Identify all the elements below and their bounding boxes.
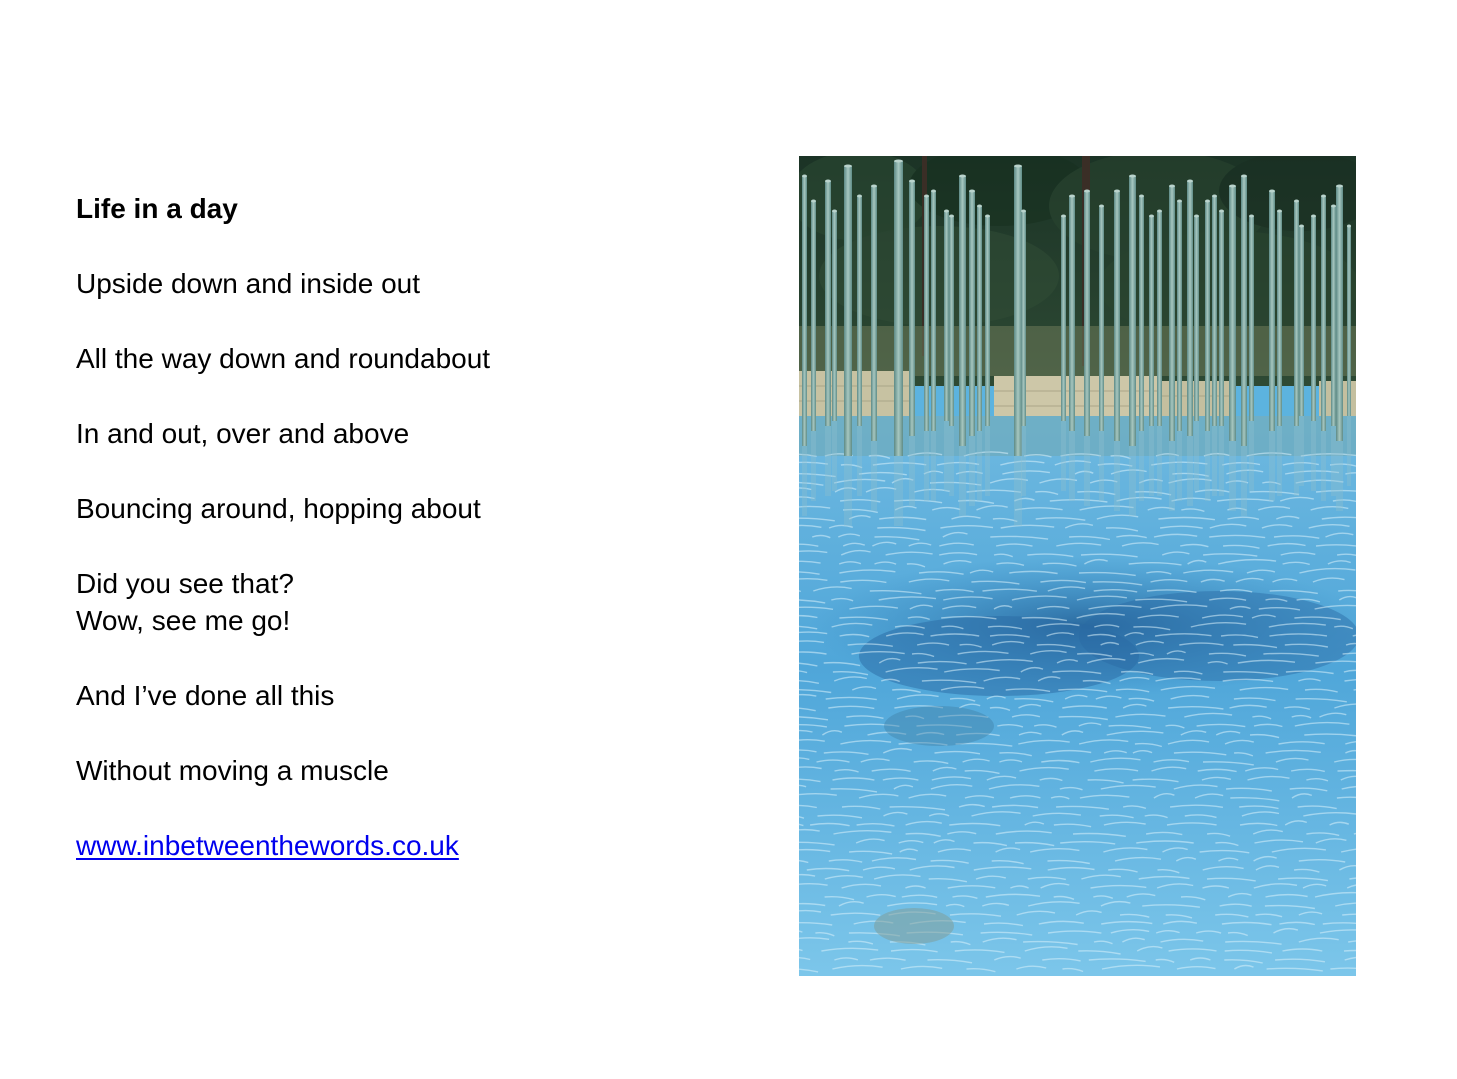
pole — [1099, 206, 1104, 431]
pole-reflection — [1114, 441, 1120, 511]
pole-cap — [1177, 200, 1182, 203]
pole-cap — [931, 190, 936, 193]
pole — [1205, 201, 1210, 431]
stanza — [76, 340, 716, 377]
pole — [1177, 201, 1182, 431]
pole-reflection — [1277, 426, 1282, 496]
pole-reflection — [1269, 431, 1275, 501]
pool-photo — [799, 156, 1356, 976]
pole-cap — [924, 195, 929, 198]
pole-cap — [909, 180, 915, 183]
submerged-stone — [884, 706, 994, 746]
pole — [1294, 201, 1299, 426]
pole — [1014, 166, 1022, 456]
pole-reflection — [1205, 431, 1210, 501]
pole — [924, 196, 929, 431]
pole — [1061, 216, 1066, 421]
pole — [1157, 211, 1162, 426]
pole-reflection — [844, 456, 852, 526]
pole-cap — [894, 160, 903, 163]
pole-cap — [871, 185, 877, 188]
pole-reflection — [1157, 426, 1162, 496]
stanza — [76, 265, 716, 302]
pole — [1021, 211, 1026, 426]
pole-reflection — [1069, 431, 1075, 501]
pole — [909, 181, 915, 436]
pole-cap — [1277, 210, 1282, 213]
pole-reflection — [1021, 426, 1026, 496]
pole-reflection — [1169, 441, 1175, 511]
pole-cap — [944, 210, 949, 213]
pole-reflection — [1129, 446, 1136, 516]
pole-cap — [1129, 175, 1136, 178]
pole-cap — [825, 180, 831, 183]
pole — [894, 161, 903, 456]
pole-cap — [1331, 205, 1336, 208]
pole — [985, 216, 990, 426]
pole-reflection — [1331, 426, 1336, 496]
pole-cap — [811, 200, 816, 203]
pole — [1347, 226, 1351, 416]
tree-shadow — [1079, 591, 1356, 681]
pole — [1129, 176, 1136, 446]
pole — [959, 176, 966, 446]
stanza — [76, 565, 716, 639]
pole-reflection — [1249, 421, 1254, 491]
pole-cap — [1347, 225, 1351, 228]
pole — [1299, 226, 1304, 416]
pole — [944, 211, 949, 421]
poem-line: Did you see that? — [76, 568, 294, 599]
pole — [1241, 176, 1247, 446]
pole — [1084, 191, 1090, 436]
pole-cap — [1061, 215, 1066, 218]
pole — [949, 216, 954, 426]
pole — [1069, 196, 1075, 431]
pole-cap — [1219, 210, 1224, 213]
pole — [1311, 216, 1316, 421]
pole — [1114, 191, 1120, 441]
pole-cap — [1099, 205, 1104, 208]
pole-cap — [959, 175, 966, 178]
pole — [802, 176, 807, 446]
pole-reflection — [1294, 426, 1299, 496]
pole — [1169, 186, 1175, 441]
pole — [1187, 181, 1193, 436]
pole-cap — [1294, 200, 1299, 203]
pole-reflection — [1139, 431, 1144, 501]
pole-reflection — [1347, 416, 1351, 486]
pole-reflection — [1311, 421, 1316, 491]
pole — [825, 181, 831, 426]
poem-title: Life in a day — [76, 193, 238, 224]
pole — [931, 191, 936, 431]
poem-line: In and out, over and above — [76, 418, 410, 449]
poem-line: Without moving a muscle — [76, 755, 389, 786]
pole — [1336, 186, 1343, 441]
pole-reflection — [857, 426, 862, 496]
poem-line: Bouncing around, hopping about — [76, 493, 481, 524]
pole-cap — [1157, 210, 1162, 213]
pole — [1269, 191, 1275, 431]
pole-reflection — [959, 446, 966, 516]
pole-reflection — [944, 421, 949, 491]
pole-reflection — [1084, 436, 1090, 506]
pole — [1331, 206, 1336, 426]
pole-reflection — [949, 426, 954, 496]
pole-cap — [1249, 215, 1254, 218]
pole-reflection — [1241, 446, 1247, 516]
pole-cap — [857, 195, 862, 198]
pole — [832, 211, 837, 421]
pole — [1212, 196, 1217, 426]
pole-reflection — [1321, 431, 1326, 501]
pole-cap — [977, 205, 982, 208]
poem-line: Upside down and inside out — [76, 268, 421, 299]
poem — [76, 190, 716, 864]
pole-cap — [1084, 190, 1090, 193]
pole — [1219, 211, 1224, 426]
pole-reflection — [931, 431, 936, 501]
pole-cap — [1321, 195, 1326, 198]
website-link[interactable]: www.inbetweenthewords.co.uk — [76, 830, 459, 861]
pole-cap — [802, 175, 807, 178]
pole — [1149, 216, 1154, 426]
pole-cap — [1149, 215, 1154, 218]
pole-reflection — [924, 431, 929, 501]
pole — [811, 201, 816, 431]
pole-reflection — [825, 426, 831, 496]
poem-line: All the way down and roundabout — [76, 343, 491, 374]
pole-cap — [1229, 185, 1236, 188]
pole — [857, 196, 862, 426]
pole-reflection — [977, 431, 982, 501]
pole-reflection — [1194, 421, 1199, 491]
pole-cap — [1299, 225, 1304, 228]
pole-cap — [1205, 200, 1210, 203]
pool-photo-image — [799, 156, 1356, 976]
pole-reflection — [1014, 456, 1022, 526]
pole — [1321, 196, 1326, 431]
pole-cap — [969, 190, 975, 193]
stanza — [76, 490, 716, 527]
pole — [1194, 216, 1199, 421]
pole-cap — [1169, 185, 1175, 188]
pole-reflection — [894, 456, 903, 526]
pole-reflection — [909, 436, 915, 506]
pole-reflection — [1336, 441, 1343, 511]
pole-cap — [1269, 190, 1275, 193]
pole-cap — [1069, 195, 1075, 198]
pole-cap — [1241, 175, 1247, 178]
poem-line: Wow, see me go! — [76, 605, 291, 636]
stanza — [76, 415, 716, 452]
pole — [1249, 216, 1254, 421]
stanza — [76, 677, 716, 714]
pole — [1229, 186, 1236, 441]
pole-cap — [844, 165, 852, 168]
pole-cap — [1114, 190, 1120, 193]
pole-cap — [1212, 195, 1217, 198]
pole-reflection — [1061, 421, 1066, 491]
pole-cap — [1021, 210, 1026, 213]
pole — [977, 206, 982, 431]
pole-cap — [985, 215, 990, 218]
pole-reflection — [1299, 416, 1304, 486]
pole-cap — [1014, 165, 1022, 168]
pole-cap — [1139, 195, 1144, 198]
pole-reflection — [1212, 426, 1217, 496]
pole-cap — [949, 215, 954, 218]
pole-reflection — [1099, 431, 1104, 501]
pole-reflection — [1229, 441, 1236, 511]
pole-reflection — [832, 421, 837, 491]
poem-line: And I’ve done all this — [76, 680, 335, 711]
pole-reflection — [985, 426, 990, 496]
submerged-stone — [874, 908, 954, 944]
pole-cap — [832, 210, 837, 213]
pole — [1277, 211, 1282, 426]
pole-cap — [1336, 185, 1343, 188]
pole-reflection — [1149, 426, 1154, 496]
pole-cap — [1311, 215, 1316, 218]
pole — [871, 186, 877, 441]
pole-reflection — [1177, 431, 1182, 501]
pole-cap — [1187, 180, 1193, 183]
stanza — [76, 752, 716, 789]
pole-reflection — [871, 441, 877, 511]
pole-reflection — [802, 446, 807, 516]
pole-reflection — [1187, 436, 1193, 506]
pole-reflection — [811, 431, 816, 501]
pole-reflection — [1219, 426, 1224, 496]
pole-reflection — [969, 436, 975, 506]
pole — [969, 191, 975, 436]
pole — [1139, 196, 1144, 431]
pole — [844, 166, 852, 456]
pole-cap — [1194, 215, 1199, 218]
